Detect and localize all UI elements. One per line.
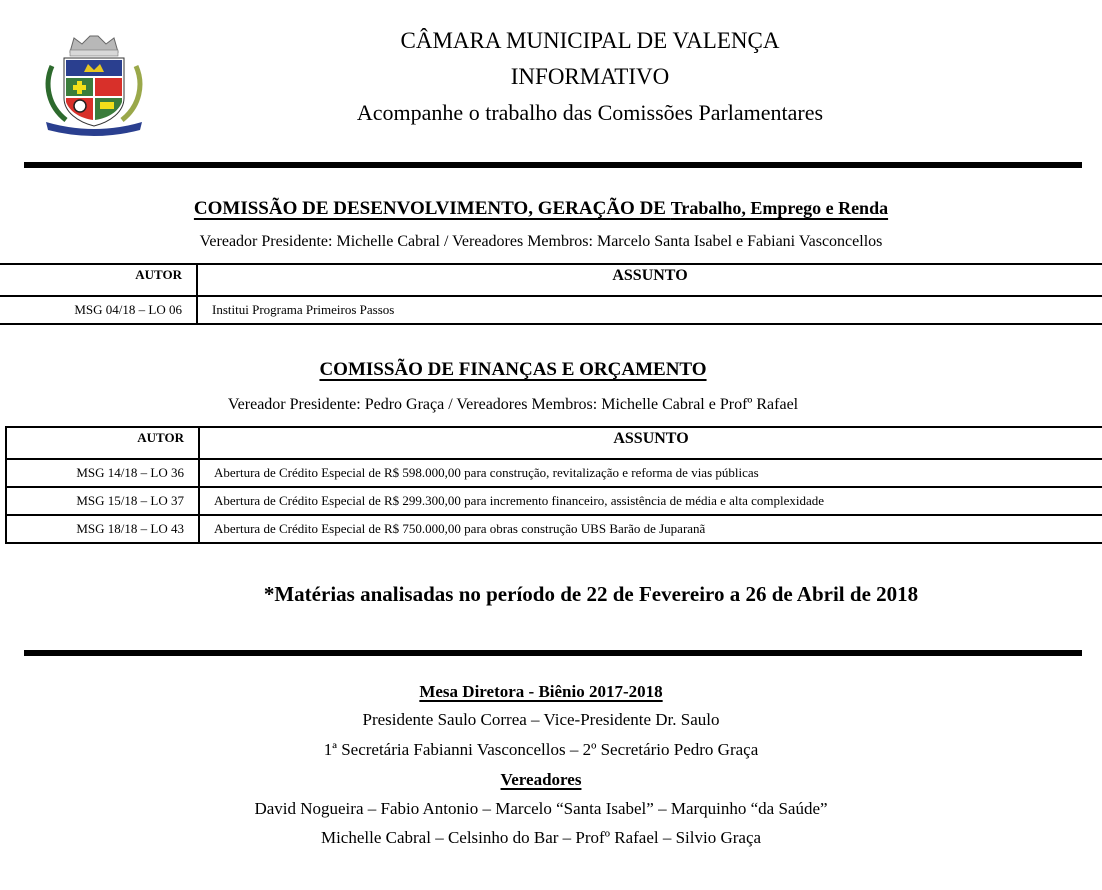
header-subtitle: INFORMATIVO <box>510 64 670 89</box>
divider-bottom <box>24 650 1082 656</box>
commission-1-title <box>0 198 1082 220</box>
table-row <box>6 487 1102 515</box>
commission-1-table <box>0 263 1102 325</box>
column-header-autor: AUTOR <box>6 427 199 459</box>
commission-2-table <box>5 426 1102 544</box>
cell-assunto: Abertura de Crédito Especial de R$ 598.000,00 para construção, revitalização e reforma de vias públicas <box>199 459 1102 487</box>
vereadores-line-1: David Nogueira – Fabio Antonio – Marcelo “Santa Isabel” – Marquinho “da Saúde” <box>254 799 828 818</box>
cell-assunto: Abertura de Crédito Especial de R$ 750.000,00 para obras construção UBS Barão de Juparanã <box>199 515 1102 543</box>
table-header-row <box>0 264 1102 296</box>
cell-autor: MSG 14/18 – LO 36 <box>6 459 199 487</box>
column-header-assunto: ASSUNTO <box>199 427 1102 459</box>
mesa-line-1: Presidente Saulo Correa – Vice-Presidente Dr. Saulo <box>362 710 720 729</box>
cell-assunto: Abertura de Crédito Especial de R$ 299.300,00 para incremento financeiro, assistência de média e alta complexidade <box>199 487 1102 515</box>
period-note: *Matérias analisadas no período de 22 de Fevereiro a 26 de Abril de 2018 <box>263 582 919 606</box>
header-tagline: Acompanhe o trabalho das Comissões Parlamentares <box>356 100 824 125</box>
commission-2-members: Vereador Presidente: Pedro Graça / Vereadores Membros: Michelle Cabral e Profº Rafael <box>227 396 799 413</box>
commission-1-members: Vereador Presidente: Michelle Cabral / Vereadores Membros: Marcelo Santa Isabel e Fabiani Vasconcellos <box>199 233 883 250</box>
table-row <box>6 515 1102 543</box>
commission-1-title-main: COMISSÃO DE DESENVOLVIMENTO, GERAÇÃO DE <box>193 198 671 219</box>
cell-autor: MSG 15/18 – LO 37 <box>6 487 199 515</box>
table-row <box>0 296 1102 324</box>
vereadores-title: Vereadores <box>500 770 582 789</box>
cell-autor: MSG 18/18 – LO 43 <box>6 515 199 543</box>
column-header-autor: AUTOR <box>0 264 197 296</box>
mesa-title: Mesa Diretora - Biênio 2017-2018 <box>419 682 663 701</box>
commission-2-title: COMISSÃO DE FINANÇAS E ORÇAMENTO <box>319 359 707 380</box>
cell-autor: MSG 04/18 – LO 06 <box>0 296 197 324</box>
table-row <box>6 459 1102 487</box>
header-title: CÂMARA MUNICIPAL DE VALENÇA <box>400 28 780 53</box>
divider-top <box>24 162 1082 168</box>
column-header-assunto: ASSUNTO <box>197 264 1102 296</box>
cell-assunto: Institui Programa Primeiros Passos <box>197 296 1102 324</box>
commission-1-title-tail: Trabalho, Emprego e Renda <box>670 198 889 218</box>
mesa-line-2: 1ª Secretária Fabianni Vasconcellos – 2º Secretário Pedro Graça <box>323 740 759 759</box>
vereadores-line-2: Michelle Cabral – Celsinho do Bar – Profº Rafael – Silvio Graça <box>320 828 762 847</box>
valenca-coat-of-arms-icon <box>40 32 148 136</box>
table-header-row <box>6 427 1102 459</box>
